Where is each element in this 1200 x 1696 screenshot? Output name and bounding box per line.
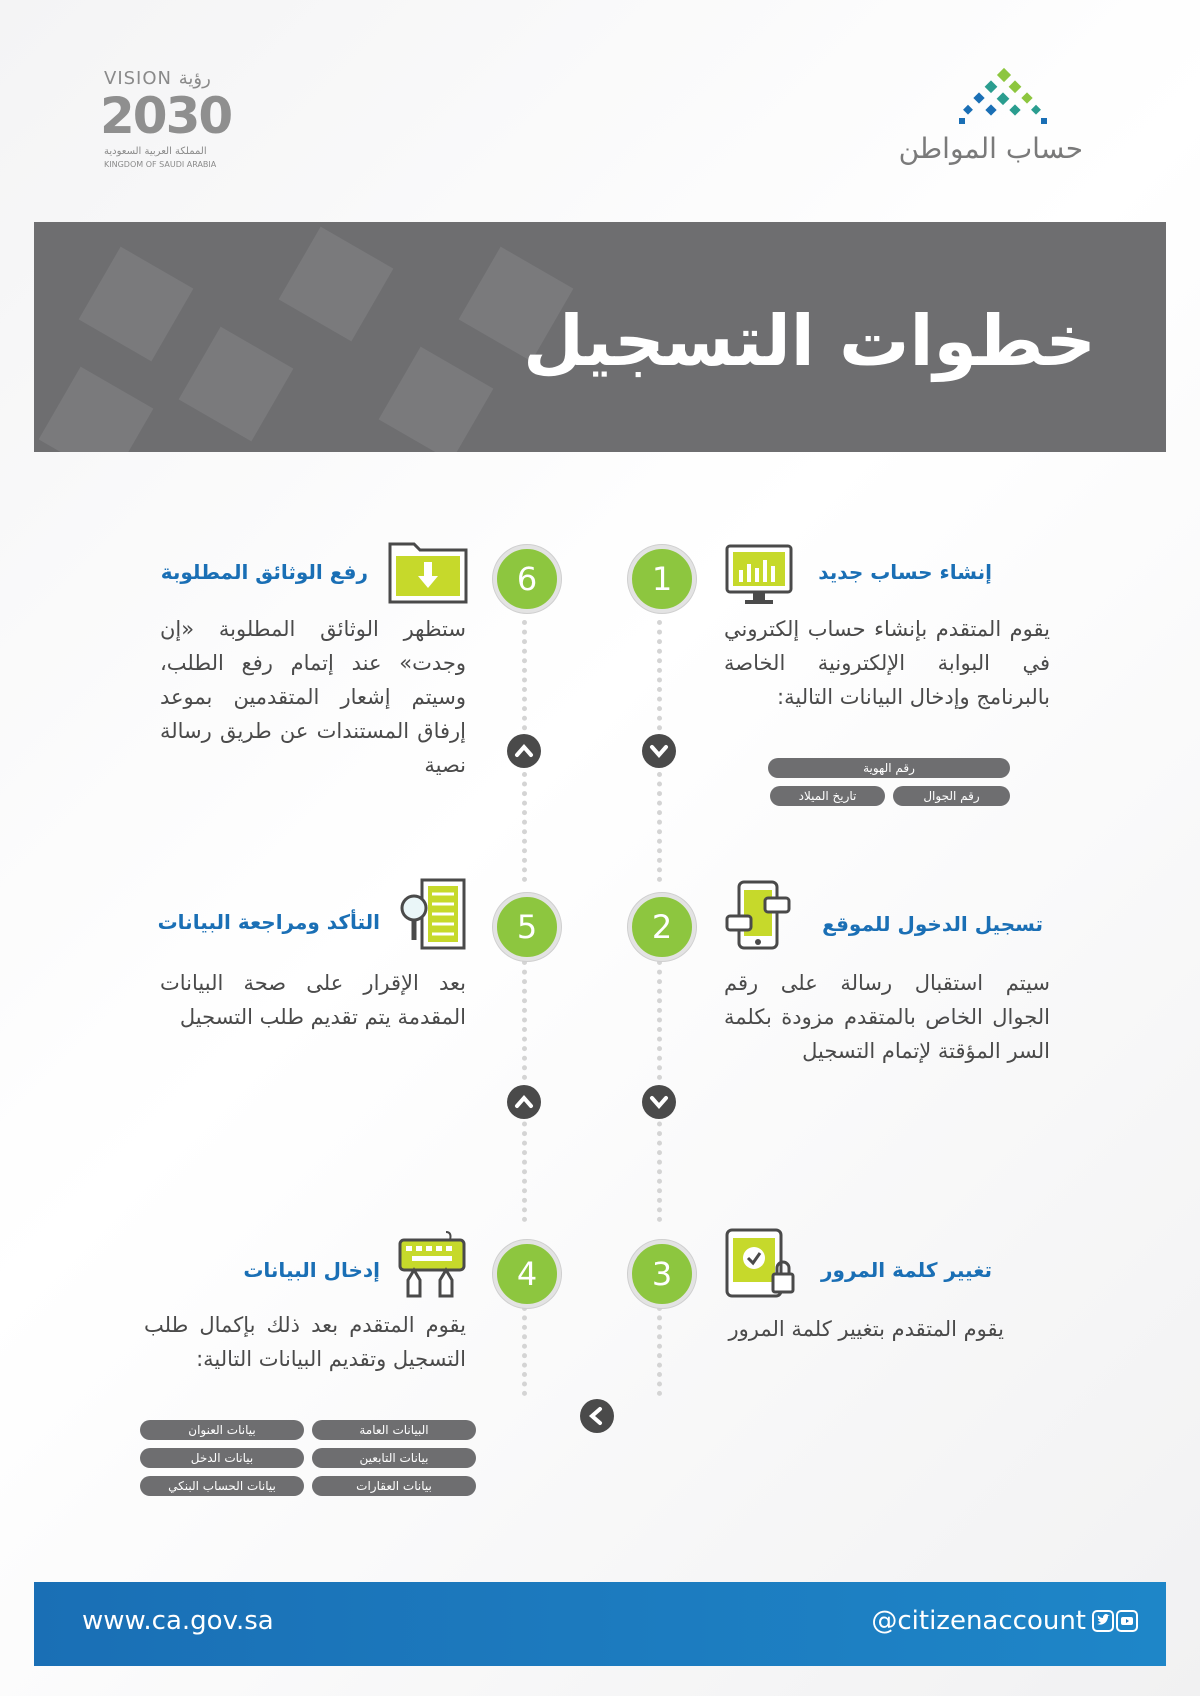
- timeline-dots: [657, 1306, 662, 1396]
- vision-year: 2030: [100, 87, 232, 145]
- page-title: خطوات التسجيل: [523, 300, 1096, 382]
- pill-dependents-data: بيانات التابعين: [312, 1448, 476, 1468]
- pill-birth-date: تاريخ الميلاد: [770, 786, 885, 806]
- citizen-account-mark-icon: [915, 66, 1095, 132]
- monitor-chart-icon: [725, 544, 793, 608]
- step-number-4: 4: [493, 1240, 561, 1308]
- chevron-up-icon: [507, 1085, 541, 1119]
- citizen-account-logo: [898, 66, 1095, 176]
- chevron-left-icon: [580, 1399, 614, 1433]
- footer-bar: [34, 1582, 1166, 1666]
- step-4-title: إدخال البيانات: [243, 1258, 380, 1282]
- step-number-5: 5: [493, 893, 561, 961]
- chevron-down-icon: [642, 1085, 676, 1119]
- chevron-down-icon: [642, 734, 676, 768]
- timeline-dots: [657, 620, 662, 740]
- step-4-body: يقوم المتقدم بعد ذلك بإكمال طلب التسجيل وتقديم البيانات التالية:: [144, 1313, 466, 1371]
- timeline-dots: [657, 960, 662, 1080]
- pill-address-data: بيانات العنوان: [140, 1420, 304, 1440]
- pill-income-data: بيانات الدخل: [140, 1448, 304, 1468]
- timeline-dots: [657, 1112, 662, 1222]
- pill-real-estate-data: بيانات العقارات: [312, 1476, 476, 1496]
- pill-id-number: رقم الهوية: [768, 758, 1010, 778]
- step-5-title: التأكد ومراجعة البيانات: [157, 910, 380, 934]
- pill-mobile-number: رقم الجوال: [893, 786, 1010, 806]
- tablet-lock-icon: [725, 1228, 793, 1292]
- website-link[interactable]: www.ca.gov.sa: [82, 1606, 274, 1636]
- pill-bank-account-data: بيانات الحساب البنكي: [140, 1476, 304, 1496]
- twitter-icon[interactable]: [1092, 1610, 1114, 1632]
- step-1-title: إنشاء حساب جديد: [818, 560, 992, 584]
- vision-2030-logo: [100, 66, 270, 176]
- timeline-dots: [522, 1306, 527, 1396]
- banner-pattern: [179, 327, 294, 442]
- step-number-2: 2: [628, 893, 696, 961]
- magnifier-document-icon: [398, 878, 466, 942]
- vision-label: VISION رؤية: [104, 68, 211, 89]
- keyboard-hands-icon: [398, 1230, 466, 1294]
- banner-pattern: [39, 367, 154, 452]
- banner-pattern: [279, 227, 394, 342]
- step-number-3: 3: [628, 1240, 696, 1308]
- timeline-dots: [522, 960, 527, 1080]
- youtube-icon[interactable]: [1116, 1610, 1138, 1632]
- chevron-up-icon: [507, 734, 541, 768]
- title-banner: [34, 222, 1166, 452]
- timeline-dots: [657, 772, 662, 882]
- step-number-1: 1: [628, 545, 696, 613]
- step-5-body: بعد الإقرار على صحة البيانات المقدمة يتم تقديم طلب التسجيل: [160, 971, 466, 1029]
- pill-general-data: البيانات العامة: [312, 1420, 476, 1440]
- phone-chat-icon: [725, 880, 793, 944]
- social-handle[interactable]: @citizenaccount: [871, 1606, 1086, 1636]
- step-6-body: ستظهر الوثائق المطلوبة «إن وجدت» عند إتمام رفع الطلب، وسيتم إشعار المتقدمين بموعد إرفاق المستندات عن طريق رسالة نصية: [160, 617, 466, 777]
- timeline-dots: [522, 1112, 527, 1222]
- timeline-dots: [522, 772, 527, 882]
- step-number-6: 6: [493, 545, 561, 613]
- step-3-body: يقوم المتقدم بتغيير كلمة المرور: [728, 1317, 1004, 1341]
- step-6-title: رفع الوثائق المطلوبة: [160, 560, 368, 584]
- kingdom-en-label: KINGDOM OF SAUDI ARABIA: [104, 160, 217, 169]
- banner-pattern: [379, 347, 494, 452]
- step-2-title: تسجيل الدخول للموقع: [822, 912, 1043, 936]
- timeline-dots: [522, 620, 527, 740]
- banner-pattern: [79, 247, 194, 362]
- step-2-body: سيتم استقبال رسالة على رقم الجوال الخاص بالمتقدم مزودة بكلمة السر المؤقتة لإتمام التسجيل: [724, 971, 1050, 1063]
- kingdom-ar-label: المملكة العربية السعودية: [104, 146, 207, 157]
- step-1-body: يقوم المتقدم بإنشاء حساب إلكتروني في البوابة الإلكترونية الخاصة بالبرنامج وإدخال البيانات التالية:: [724, 617, 1050, 709]
- step-3-title: تغيير كلمة المرور: [821, 1258, 992, 1282]
- logo-name: حساب المواطن: [898, 132, 1083, 165]
- folder-download-icon: [388, 538, 456, 602]
